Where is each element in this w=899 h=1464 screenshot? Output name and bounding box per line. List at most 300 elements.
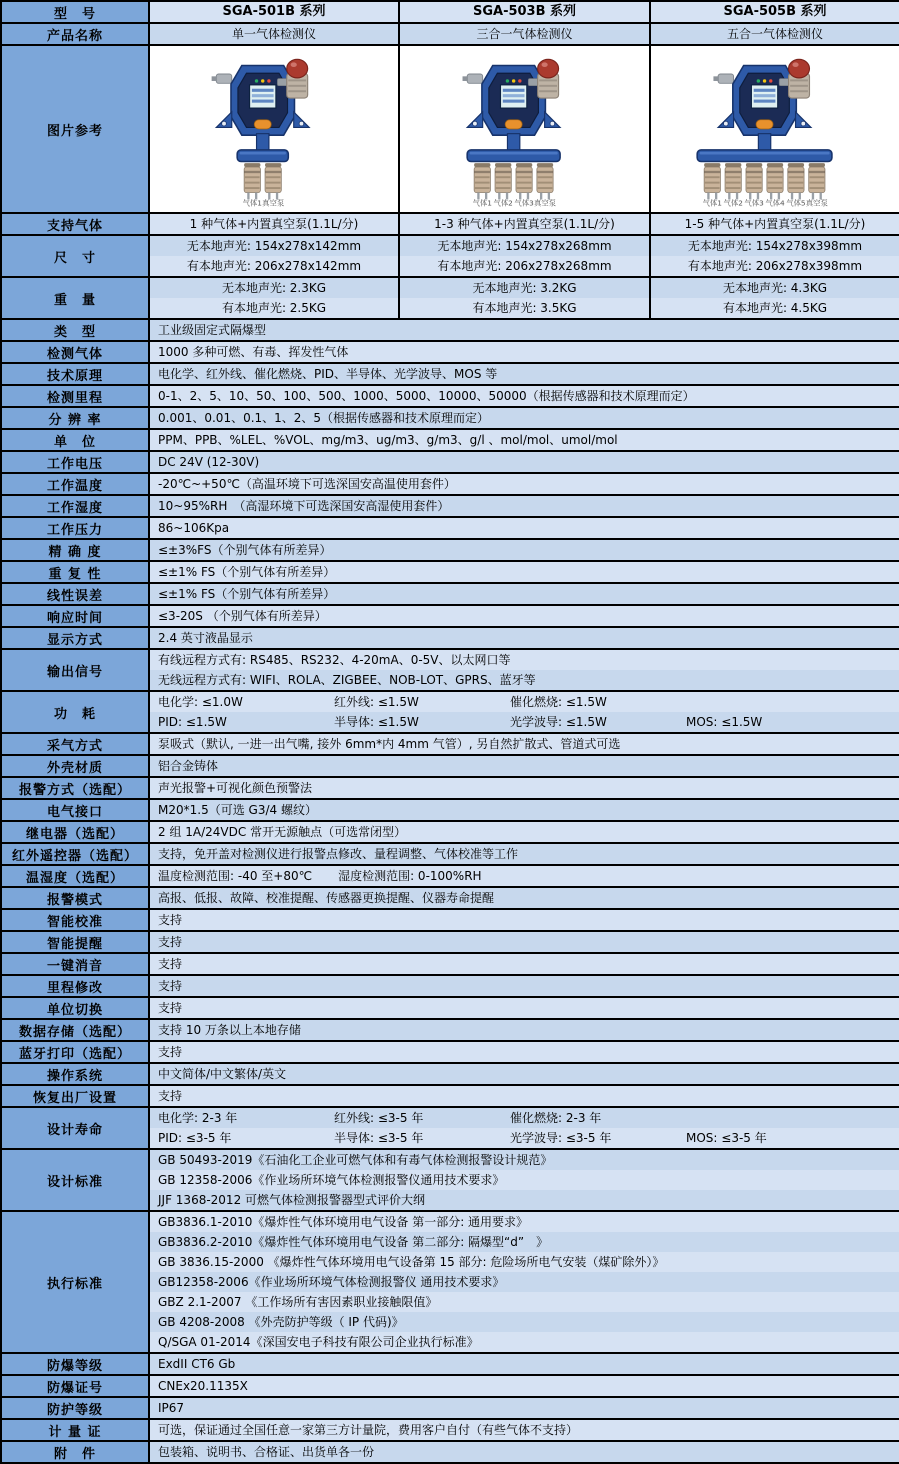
table-row bbox=[1, 953, 899, 975]
spec-text: 有本地声光: 3.5KG bbox=[400, 298, 649, 318]
spec-line bbox=[150, 1312, 899, 1332]
cable-gland-icon bbox=[212, 74, 232, 83]
row-label: 单 位 bbox=[1, 429, 149, 451]
table-row bbox=[1, 429, 899, 451]
sensor-label: 气体2 bbox=[723, 198, 743, 208]
table-row bbox=[1, 451, 899, 473]
spec-text: 催化燃烧: ≤1.5W bbox=[510, 695, 607, 709]
row-label: 重 复 性 bbox=[1, 561, 149, 583]
sensor-cylinder bbox=[765, 163, 785, 208]
row-label: 里程修改 bbox=[1, 975, 149, 997]
spec-text: 三合一气体检测仪 bbox=[400, 24, 649, 44]
spec-text: SGA-501B 系列 bbox=[150, 2, 398, 22]
row-label: 支持气体 bbox=[1, 213, 149, 235]
spec-text: 光学波导: ≤3-5 年 bbox=[510, 1131, 612, 1145]
table-row bbox=[1, 649, 899, 691]
series-header-cell bbox=[650, 1, 899, 23]
table-row bbox=[1, 561, 899, 583]
spec-value-cell bbox=[149, 733, 899, 755]
spec-value-cell bbox=[149, 975, 899, 997]
spec-value-cell bbox=[149, 583, 899, 605]
row-label: 重 量 bbox=[1, 277, 149, 319]
spec-line bbox=[150, 1354, 899, 1374]
spec-text: 无本地声光: 4.3KG bbox=[651, 278, 899, 298]
spec-text: PID: ≤1.5W bbox=[158, 715, 227, 729]
spec-text: 红外线: ≤3-5 年 bbox=[334, 1111, 424, 1125]
spec-line bbox=[150, 518, 899, 538]
spec-line bbox=[150, 866, 899, 886]
spec-text: GB3836.1-2010《爆炸性气体环境用电气设备 第一部分: 通用要求》 bbox=[158, 1215, 529, 1229]
row-label: 防爆等级 bbox=[1, 1353, 149, 1375]
row-label: 恢复出厂设置 bbox=[1, 1085, 149, 1107]
manifold-bar bbox=[467, 150, 560, 162]
sensor-label: 气体3 bbox=[744, 198, 764, 208]
row-label: 智能校准 bbox=[1, 909, 149, 931]
table-row bbox=[1, 473, 899, 495]
spec-text: 支持 bbox=[158, 979, 183, 993]
spec-line bbox=[150, 800, 899, 820]
spec-line bbox=[150, 1420, 899, 1440]
spec-text: GB 50493-2019《石油化工企业可燃气体和有毒气体检测报警设计规范》 bbox=[158, 1153, 553, 1167]
spec-text: 无本地声光: 2.3KG bbox=[150, 278, 398, 298]
row-label: 附 件 bbox=[1, 1441, 149, 1463]
spec-text: GB3836.2-2010《爆炸性气体环境用电气设备 第二部分: 隔爆型“d” 》 bbox=[158, 1235, 549, 1249]
sensor-cylinder bbox=[702, 163, 721, 208]
table-row bbox=[1, 777, 899, 799]
sensor-label: 气体3 bbox=[514, 198, 534, 208]
table-row bbox=[1, 843, 899, 865]
spec-value-cell bbox=[149, 319, 899, 341]
table-row bbox=[1, 1353, 899, 1375]
spec-text: 包装箱、说明书、合格证、出货单各一份 bbox=[158, 1445, 375, 1459]
spec-text: 催化燃烧: 2-3 年 bbox=[510, 1111, 602, 1125]
row-label: 单位切换 bbox=[1, 997, 149, 1019]
series-header-cell bbox=[399, 1, 650, 23]
table-row bbox=[1, 517, 899, 539]
spec-value-cell bbox=[149, 277, 399, 319]
row-label: 功 耗 bbox=[1, 691, 149, 733]
row-label: 图片参考 bbox=[1, 45, 149, 213]
row-label: 数据存储（选配） bbox=[1, 1019, 149, 1041]
spec-value-cell bbox=[149, 473, 899, 495]
spec-text: MOS: ≤1.5W bbox=[686, 715, 763, 729]
spec-text: 可选，保证通过全国任意一家第三方计量院，费用客户自付（有些气体不支持） bbox=[158, 1423, 579, 1437]
table-row bbox=[1, 1019, 899, 1041]
spec-text: GB12358-2006《作业场所环境气体检测报警仪 通用技术要求》 bbox=[158, 1275, 505, 1289]
table-row bbox=[1, 975, 899, 997]
spec-text: 有线远程方式有: RS485、RS232、4-20mA、0-5V、以太网口等 bbox=[158, 653, 511, 667]
spec-value-cell bbox=[149, 407, 899, 429]
row-label: 检测气体 bbox=[1, 341, 149, 363]
spec-text: 1000 多种可燃、有毒、挥发性气体 bbox=[158, 345, 349, 359]
table-row bbox=[1, 627, 899, 649]
table-row bbox=[1, 277, 899, 319]
spec-value-cell bbox=[149, 1085, 899, 1107]
table-row bbox=[1, 605, 899, 627]
spec-text: 无本地声光: 154x278x398mm bbox=[651, 236, 899, 256]
spec-value-cell bbox=[149, 1397, 899, 1419]
spec-text: 声光报警+可视化颜色预警法 bbox=[158, 781, 313, 795]
spec-value-cell bbox=[149, 341, 899, 363]
spec-value-cell bbox=[149, 1041, 899, 1063]
manifold-neck bbox=[257, 134, 269, 152]
spec-text: 高报、低报、故障、校准提醒、传感器更换提醒、仪器寿命提醒 bbox=[158, 891, 495, 905]
spec-text: 支持，免开盖对检测仪进行报警点修改、量程调整、气体校准等工作 bbox=[158, 847, 519, 861]
spec-value-cell bbox=[149, 363, 899, 385]
spec-text: GBZ 2.1-2007 《工作场所有害因素职业接触限值》 bbox=[158, 1295, 438, 1309]
spec-value-cell bbox=[149, 1063, 899, 1085]
spec-line bbox=[150, 1376, 899, 1396]
product-image-cell bbox=[650, 45, 899, 213]
row-label: 检测里程 bbox=[1, 385, 149, 407]
table-row bbox=[1, 1107, 899, 1149]
spec-text: PPM、PPB、%LEL、%VOL、mg/m3、ug/m3、g/m3、g/l 、mol/mol、umol/mol bbox=[158, 433, 618, 447]
table-row bbox=[1, 495, 899, 517]
spec-value-cell bbox=[149, 451, 899, 473]
sensor-cylinder bbox=[723, 163, 742, 208]
spec-line bbox=[150, 1170, 899, 1190]
row-label: 红外遥控器（选配） bbox=[1, 843, 149, 865]
spec-text: 2.4 英寸液晶显示 bbox=[158, 631, 253, 645]
sensor-label: 气体1 bbox=[702, 198, 722, 208]
row-label: 尺 寸 bbox=[1, 235, 149, 277]
spec-value-cell bbox=[149, 821, 899, 843]
cable-gland-icon bbox=[713, 74, 733, 83]
row-label: 输出信号 bbox=[1, 649, 149, 691]
spec-text: 1-5 种气体+内置真空泵(1.1L/分) bbox=[651, 214, 899, 234]
spec-text: 有本地声光: 206x278x398mm bbox=[651, 256, 899, 276]
spec-value-cell bbox=[149, 1019, 899, 1041]
row-label: 报警模式 bbox=[1, 887, 149, 909]
sensor-cylinder bbox=[494, 163, 513, 208]
spec-text: 1 种气体+内置真空泵(1.1L/分) bbox=[150, 214, 398, 234]
spec-line bbox=[150, 1442, 899, 1462]
spec-line bbox=[150, 474, 899, 494]
spec-line bbox=[150, 452, 899, 472]
spec-value-cell bbox=[149, 755, 899, 777]
spec-text: 无本地声光: 154x278x268mm bbox=[400, 236, 649, 256]
table-row bbox=[1, 385, 899, 407]
gas-detector-image bbox=[200, 50, 347, 208]
product-image-cell bbox=[149, 45, 399, 213]
spec-text: 支持 bbox=[158, 1089, 183, 1103]
spec-text: ≤3-20S （个别气体有所差异） bbox=[158, 609, 327, 623]
row-label: 电气接口 bbox=[1, 799, 149, 821]
spec-line bbox=[150, 822, 899, 842]
table-row bbox=[1, 341, 899, 363]
spec-text: 无本地声光: 154x278x142mm bbox=[150, 236, 398, 256]
spec-value-cell bbox=[149, 517, 899, 539]
spec-text: GB 12358-2006《作业场所环境气体检测报警仪通用技术要求》 bbox=[158, 1173, 505, 1187]
table-row bbox=[1, 755, 899, 777]
row-label: 采气方式 bbox=[1, 733, 149, 755]
table-row bbox=[1, 691, 899, 733]
table-row bbox=[1, 363, 899, 385]
spec-text: 单一气体检测仪 bbox=[150, 24, 398, 44]
spec-value-cell bbox=[149, 1419, 899, 1441]
spec-value-cell bbox=[149, 385, 899, 407]
spec-text: 支持 bbox=[158, 1001, 183, 1015]
spec-value-cell bbox=[650, 213, 899, 235]
spec-text: 温度检测范围: -40 至+80℃ bbox=[158, 869, 313, 883]
spec-line bbox=[150, 932, 899, 952]
spec-value-cell bbox=[149, 23, 399, 45]
table-row bbox=[1, 1063, 899, 1085]
spec-text: Q/SGA 01-2014《深国安电子科技有限公司企业执行标准》 bbox=[158, 1335, 479, 1349]
spec-line bbox=[150, 386, 899, 406]
sensor-label: 气体1 bbox=[472, 198, 492, 208]
spec-line bbox=[150, 954, 899, 974]
row-label: 设计标准 bbox=[1, 1149, 149, 1211]
table-row bbox=[1, 539, 899, 561]
table-row bbox=[1, 997, 899, 1019]
spec-line bbox=[150, 888, 899, 908]
row-label: 执行标准 bbox=[1, 1211, 149, 1353]
spec-value-cell bbox=[149, 1211, 899, 1353]
row-label: 防护等级 bbox=[1, 1397, 149, 1419]
spec-line bbox=[150, 628, 899, 648]
sensor-cylinder bbox=[805, 163, 828, 208]
spec-value-cell bbox=[149, 777, 899, 799]
spec-line bbox=[150, 1128, 899, 1148]
spec-text: 铝合金铸体 bbox=[158, 759, 219, 773]
table-row bbox=[1, 1, 899, 23]
spec-line bbox=[150, 364, 899, 384]
row-label: 外壳材质 bbox=[1, 755, 149, 777]
spec-line bbox=[150, 1150, 899, 1170]
spec-text: 五合一气体检测仪 bbox=[651, 24, 899, 44]
spec-value-cell bbox=[149, 235, 399, 277]
table-row bbox=[1, 1085, 899, 1107]
spec-line bbox=[150, 976, 899, 996]
sensor-label: 气体4 bbox=[764, 198, 785, 208]
spec-text: MOS: ≤3-5 年 bbox=[686, 1131, 767, 1145]
spec-value-cell bbox=[149, 1149, 899, 1211]
spec-text: 电化学、红外线、催化燃烧、PID、半导体、光学波导、MOS 等 bbox=[158, 367, 498, 381]
spec-line bbox=[150, 1272, 899, 1292]
spec-text: ≤±1% FS（个别气体有所差异） bbox=[158, 587, 336, 601]
spec-value-cell bbox=[149, 1441, 899, 1463]
spec-line bbox=[150, 712, 899, 732]
spec-line bbox=[150, 342, 899, 362]
sensor-cylinder bbox=[243, 163, 262, 208]
row-label: 响应时间 bbox=[1, 605, 149, 627]
spec-line bbox=[150, 1042, 899, 1062]
spec-text: 红外线: ≤1.5W bbox=[334, 695, 419, 709]
spec-text: 86~106Kpa bbox=[158, 521, 230, 535]
spec-line bbox=[150, 910, 899, 930]
row-label: 工作压力 bbox=[1, 517, 149, 539]
spec-value-cell bbox=[149, 539, 899, 561]
spec-text: 10~95%RH （高湿环境下可选深国安高湿使用套件） bbox=[158, 499, 450, 513]
spec-value-cell bbox=[399, 235, 650, 277]
cable-gland-icon bbox=[463, 74, 483, 83]
table-row bbox=[1, 821, 899, 843]
sensor-cylinder bbox=[786, 163, 806, 208]
spec-value-cell bbox=[399, 277, 650, 319]
spec-text: ExdII CT6 Gb bbox=[158, 1357, 236, 1371]
spec-line bbox=[150, 734, 899, 754]
spec-value-cell bbox=[149, 627, 899, 649]
gas-detector-image bbox=[430, 50, 619, 208]
spec-line bbox=[150, 408, 899, 428]
spec-line bbox=[150, 844, 899, 864]
spec-text: 2 组 1A/24VDC 常开无源触点（可选常闭型） bbox=[158, 825, 407, 839]
spec-text: 电化学: 2-3 年 bbox=[158, 1111, 238, 1125]
row-label: 精 确 度 bbox=[1, 539, 149, 561]
gas-detector-image bbox=[660, 50, 891, 208]
row-label: 继电器（选配） bbox=[1, 821, 149, 843]
spec-value-cell bbox=[149, 997, 899, 1019]
row-label: 类 型 bbox=[1, 319, 149, 341]
row-label: 分 辨 率 bbox=[1, 407, 149, 429]
spec-line bbox=[150, 778, 899, 798]
spec-text: GB 3836.15-2000 《爆炸性气体环境用电气设备第 15 部分: 危险场所电气安装（煤矿除外）》 bbox=[158, 1255, 665, 1269]
spec-value-cell bbox=[149, 649, 899, 691]
sensor-cylinder bbox=[744, 163, 764, 208]
sensor-label: 气体5 bbox=[785, 198, 806, 208]
spec-line bbox=[150, 1020, 899, 1040]
spec-text: -20℃~+50℃（高温环境下可选深国安高温使用套件） bbox=[158, 477, 456, 491]
spec-line bbox=[150, 1064, 899, 1084]
sensor-label: 气体2 bbox=[493, 198, 513, 208]
spec-value-cell bbox=[149, 799, 899, 821]
table-row bbox=[1, 319, 899, 341]
spec-value-cell bbox=[149, 909, 899, 931]
spec-line bbox=[150, 496, 899, 516]
table-row bbox=[1, 1441, 899, 1463]
table-row bbox=[1, 213, 899, 235]
spec-value-cell bbox=[399, 213, 650, 235]
spec-text: 中文简体/中文繁体/英文 bbox=[158, 1067, 287, 1081]
table-row bbox=[1, 1375, 899, 1397]
row-label: 报警方式（选配） bbox=[1, 777, 149, 799]
table-row bbox=[1, 1419, 899, 1441]
spec-value-cell bbox=[149, 605, 899, 627]
row-label: 一键消音 bbox=[1, 953, 149, 975]
spec-value-cell bbox=[399, 23, 650, 45]
spec-line bbox=[150, 606, 899, 626]
row-label: 工作电压 bbox=[1, 451, 149, 473]
spec-text: 光学波导: ≤1.5W bbox=[510, 715, 607, 729]
spec-text: 0-1、2、5、10、50、100、500、1000、5000、10000、50000（根据传感器和技术原理而定） bbox=[158, 389, 695, 403]
row-label: 智能提醒 bbox=[1, 931, 149, 953]
row-label: 工作温度 bbox=[1, 473, 149, 495]
spec-value-cell bbox=[149, 213, 399, 235]
table-row bbox=[1, 887, 899, 909]
spec-value-cell bbox=[149, 691, 899, 733]
manifold-bar bbox=[238, 150, 289, 162]
spec-line bbox=[150, 1252, 899, 1272]
spec-text: 工业级固定式隔爆型 bbox=[158, 323, 267, 337]
table-row bbox=[1, 23, 899, 45]
spec-text: 湿度检测范围: 0-100%RH bbox=[338, 869, 482, 883]
row-label: 技术原理 bbox=[1, 363, 149, 385]
sensor-label: 真空泵 bbox=[533, 198, 557, 208]
spec-value-cell bbox=[149, 561, 899, 583]
spec-line bbox=[150, 540, 899, 560]
row-label: 显示方式 bbox=[1, 627, 149, 649]
spec-value-cell bbox=[650, 23, 899, 45]
table-row bbox=[1, 45, 899, 213]
spec-line bbox=[150, 998, 899, 1018]
spec-text: 电化学: ≤1.0W bbox=[158, 695, 243, 709]
table-row bbox=[1, 733, 899, 755]
spec-text: 支持 10 万条以上本地存储 bbox=[158, 1023, 301, 1037]
row-label: 温湿度（选配） bbox=[1, 865, 149, 887]
spec-value-cell bbox=[149, 843, 899, 865]
table-row bbox=[1, 235, 899, 277]
spec-value-cell bbox=[149, 1107, 899, 1149]
spec-text: 1-3 种气体+内置真空泵(1.1L/分) bbox=[400, 214, 649, 234]
spec-value-cell bbox=[149, 1375, 899, 1397]
spec-line bbox=[150, 584, 899, 604]
spec-text: ≤±1% FS（个别气体有所差异） bbox=[158, 565, 336, 579]
series-header-cell bbox=[149, 1, 399, 23]
row-label: 计 量 证 bbox=[1, 1419, 149, 1441]
row-label: 线性误差 bbox=[1, 583, 149, 605]
spec-text: IP67 bbox=[158, 1401, 185, 1415]
spec-line bbox=[150, 692, 899, 712]
sensor-label: 真空泵 bbox=[805, 198, 828, 208]
spec-text: DC 24V (12-30V) bbox=[158, 455, 260, 469]
row-label: 设计寿命 bbox=[1, 1107, 149, 1149]
row-label: 防爆证号 bbox=[1, 1375, 149, 1397]
spec-value-cell bbox=[149, 495, 899, 517]
spec-text: 0.001、0.01、0.1、1、2、5（根据传感器和技术原理而定） bbox=[158, 411, 490, 425]
spec-line bbox=[150, 1108, 899, 1128]
row-label: 型 号 bbox=[1, 1, 149, 23]
spec-line bbox=[150, 1398, 899, 1418]
spec-text: 支持 bbox=[158, 913, 183, 927]
table-row bbox=[1, 583, 899, 605]
spec-text: 有本地声光: 206x278x142mm bbox=[150, 256, 398, 276]
spec-text: 有本地声光: 206x278x268mm bbox=[400, 256, 649, 276]
row-label: 蓝牙打印（选配） bbox=[1, 1041, 149, 1063]
manifold-neck bbox=[758, 134, 770, 152]
table-row bbox=[1, 865, 899, 887]
spec-value-cell bbox=[650, 277, 899, 319]
spec-text: GB 4208-2008 《外壳防护等级（ IP 代码)》 bbox=[158, 1315, 404, 1329]
spec-value-cell bbox=[149, 865, 899, 887]
sensor-cylinder bbox=[473, 163, 492, 208]
spec-line bbox=[150, 430, 899, 450]
spec-value-cell bbox=[149, 953, 899, 975]
spec-line bbox=[150, 756, 899, 776]
spec-value-cell bbox=[650, 235, 899, 277]
table-row bbox=[1, 1211, 899, 1353]
spec-text: PID: ≤3-5 年 bbox=[158, 1131, 232, 1145]
spec-text: 支持 bbox=[158, 1045, 183, 1059]
table-row bbox=[1, 799, 899, 821]
spec-line bbox=[150, 1190, 899, 1210]
spec-text: SGA-505B 系列 bbox=[651, 2, 899, 22]
spec-text: 无本地声光: 3.2KG bbox=[400, 278, 649, 298]
spec-value-cell bbox=[149, 429, 899, 451]
spec-line bbox=[150, 1232, 899, 1252]
spec-line bbox=[150, 1332, 899, 1352]
spec-text: SGA-503B 系列 bbox=[400, 2, 649, 22]
spec-value-cell bbox=[149, 931, 899, 953]
manifold-neck bbox=[507, 134, 519, 152]
spec-text: M20*1.5（可选 G3/4 螺纹） bbox=[158, 803, 317, 817]
spec-text: CNEx20.1135X bbox=[158, 1379, 248, 1393]
row-label: 工作湿度 bbox=[1, 495, 149, 517]
spec-line bbox=[150, 650, 899, 670]
sensor-cylinder bbox=[263, 163, 286, 208]
product-image-cell bbox=[399, 45, 650, 213]
spec-text: 支持 bbox=[158, 935, 183, 949]
